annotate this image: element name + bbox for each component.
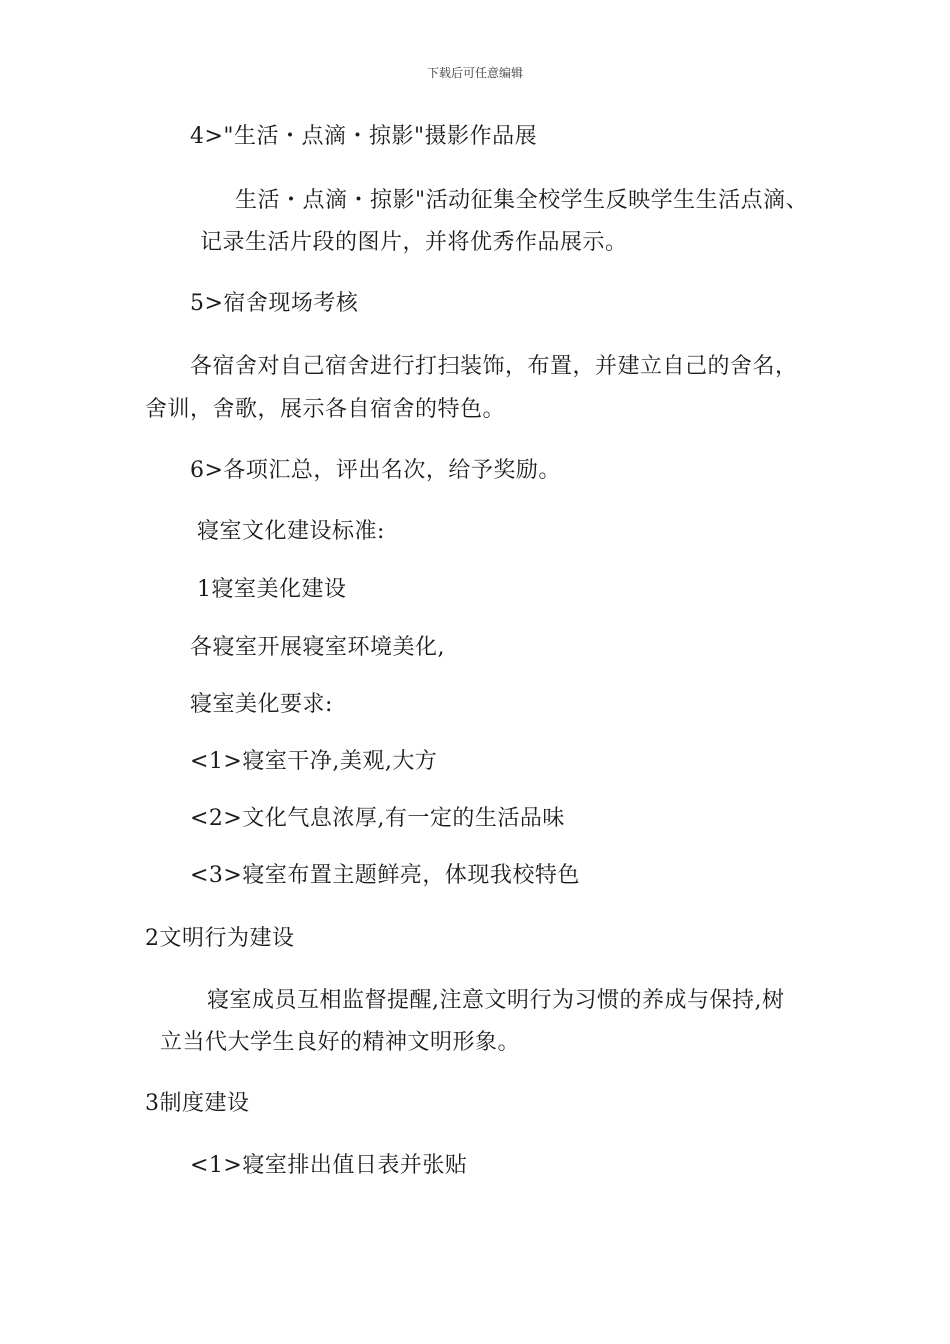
- paragraph-line: 各宿舍对自己宿舍进行打扫装饰，布置，并建立自己的舍名，: [190, 354, 798, 379]
- paragraph-line: 舍训，舍歌，展示各自宿舍的特色。: [145, 397, 506, 422]
- paragraph-line: 各寝室开展寝室环境美化,: [190, 635, 445, 660]
- item-heading-5: 5>宿舍现场考核: [190, 291, 359, 316]
- paragraph-line: 立当代大学生良好的精神文明形象。: [160, 1030, 521, 1055]
- paragraph-line: 寝室成员互相监督提醒,注意文明行为习惯的养成与保持,树: [207, 988, 785, 1013]
- item-heading-4: 4>"生活・点滴・掠影"摄影作品展: [190, 124, 538, 149]
- list-item: <1>寝室干净,美观,大方: [190, 749, 438, 774]
- list-item: <1>寝室排出值日表并张贴: [190, 1153, 468, 1178]
- item-heading-6: 6>各项汇总，评出名次，给予奖励。: [190, 458, 561, 483]
- list-item: <2>文化气息浓厚,有一定的生活品味: [190, 806, 565, 831]
- paragraph-line: 记录生活片段的图片，并将优秀作品展示。: [200, 230, 628, 255]
- subsection-heading-3: 3制度建设: [145, 1091, 250, 1116]
- subsection-heading-2: 2文明行为建设: [145, 926, 295, 951]
- paragraph-line: 生活・点滴・掠影"活动征集全校学生反映学生生活点滴、: [235, 188, 809, 213]
- subsection-heading-1: 1寝室美化建设: [197, 577, 347, 602]
- paragraph-line: 寝室美化要求:: [190, 692, 333, 717]
- list-item: <3>寝室布置主题鲜亮，体现我校特色: [190, 863, 580, 888]
- page-header: 下载后可任意编辑: [426, 66, 523, 80]
- section-title: 寝室文化建设标准:: [197, 519, 385, 544]
